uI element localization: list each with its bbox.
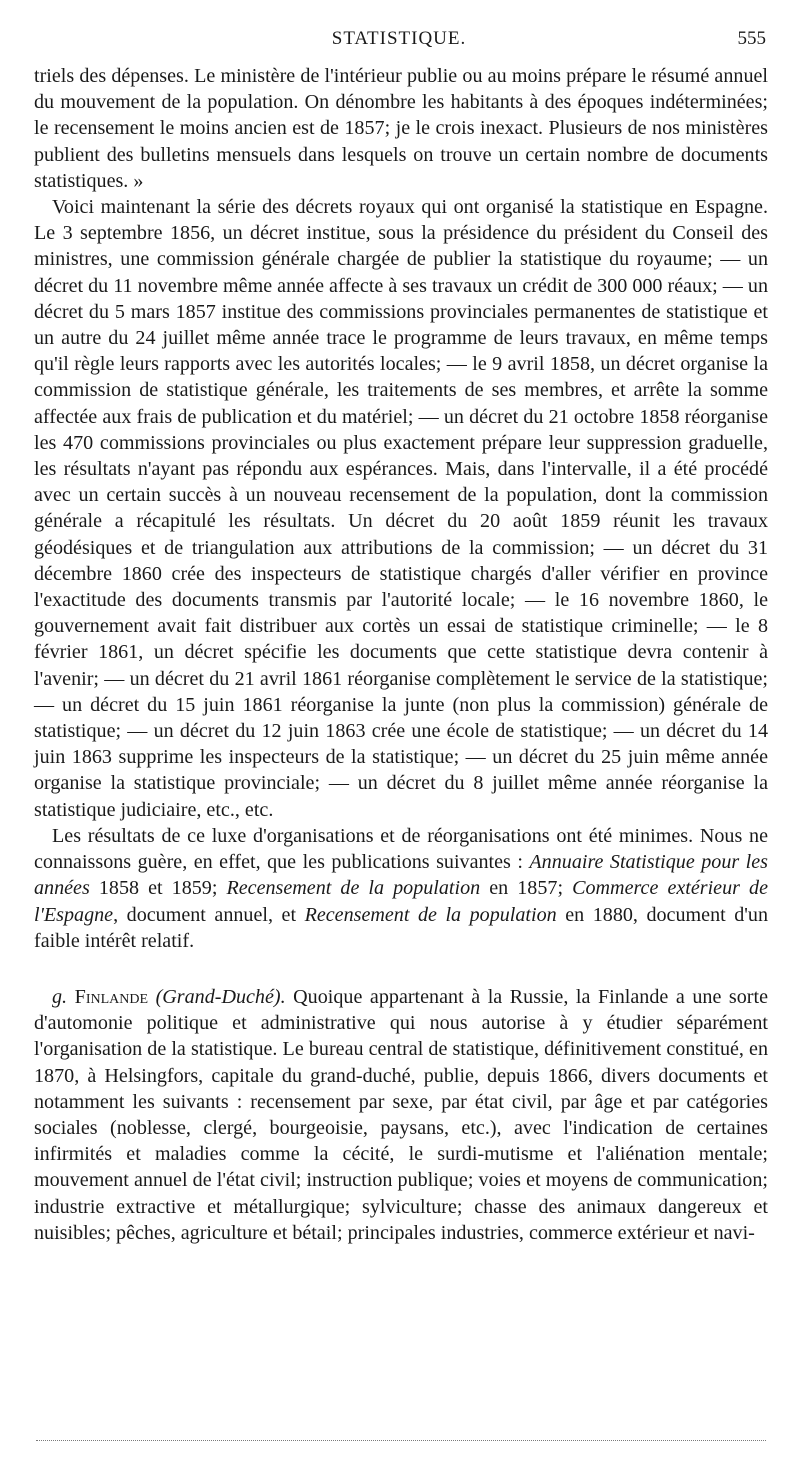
page-body <box>34 63 768 1246</box>
results-text-g: , document annuel, et <box>113 903 305 926</box>
results-text-a: Les résultats de ce luxe d'organisations et de réorganisations ont été minimes. Nous ne connaissons guère, en effet, que les publications suivantes : <box>34 824 768 874</box>
section-label: g. <box>52 985 68 1008</box>
results-text-e: en 1857; <box>480 877 573 900</box>
results-text-c: 1858 et 1859; <box>89 877 227 900</box>
section-text: Quoique appartenant à la Russie, la Finlande a une sorte d'automonie politique et administrative qui nous autorise à y étudier séparément l'organisation de la statistique. Le bureau central de statistique, définitivement constitué, en 1870, à Helsingfors, capitale du grand-duché, publie, depuis 1866, divers documents et notamment les suivants : recensement par sexe, par état civil, par âge et par catégories sociales (noblesse, clergé, bourgeoisie, paysans, etc.), avec l'indication de certaines infirmités et maladies comme la cécité, le surdi-mutisme et l'aliénation mentale; mouvement annuel de l'état civil; instruction publique; voies et moyens de communication; industrie extractive et métallurgique; sylviculture; chasse des animaux dangereux et nuisibles; pêches, agriculture et bétail; principales industries, commerce extérieur et navi- <box>34 985 768 1244</box>
title-recensement-2: Recensement de la population <box>304 903 557 926</box>
page-number: 555 <box>737 28 766 49</box>
section-qualifier: (Grand-Duché). <box>155 985 286 1008</box>
running-title: STATISTIQUE. <box>331 28 467 49</box>
paragraph-results <box>34 823 768 954</box>
page-header <box>32 28 766 54</box>
results-text-i: en 1880, document d'un faible intérêt relatif. <box>34 903 768 952</box>
title-annuaire: Annuaire Statistique pour les années <box>34 851 768 900</box>
title-commerce: Commerce extérieur de l'Espagne <box>34 877 768 926</box>
paragraph-decrees: Voici maintenant la série des décrets royaux qui ont organisé la statistique en Espagne. Le 3 septembre 1856, un décret institue, sous la présidence du président du Conseil des ministres, une commission générale chargée de publier la statistique du royaume; — un décret du 11 novembre même année affecte à ses travaux un crédit de 300 000 réaux; — un décret du 5 mars 1857 institue des commissions provinciales permanentes de statistique et un autre du 24 juillet même année trace le programme de leurs travaux, en même temps qu'il règle leurs rapports avec les autorités locales; — le 9 avril 1858, un décret organise la commission de statistique générale, les traitements de ses membres, et arrête la somme affectée aux frais de publication et du matériel; — un décret du 21 octobre 1858 réorganise les 470 commissions provinciales ou plus exactement prépare leur suppression graduelle, les résultats n'ayant pas répondu aux espérances. Mais, dans l'intervalle, il a été procédé avec un certain succès à un nouveau recensement de la population, dont la commission générale a récapitulé les résultats. Un décret du 20 août 1859 réunit les travaux géodésiques et de triangulation aux attributions de la commission; — un décret du 31 décembre 1860 crée des inspecteurs de statistique chargés d'aller vérifier en province l'exactitude des documents transmis par l'autorité locale; — le 16 novembre 1860, le gouvernement avait fait distribuer aux cortès un essai de statistique criminelle; — le 8 février 1861, un décret spécifie les documents que cette statistique devra contenir à l'avenir; — un décret du 21 avril 1861 réorganise complètement le service de la statistique; — un décret du 15 juin 1861 réorganise la junte (non plus la commission) générale de statistique; — un décret du 12 juin 1863 crée une école de statistique; — un décret du 14 juin 1863 supprime les inspecteurs de la statistique; — un décret du 25 juin même année organise la statistique provinciale; — un décret du 8 juillet même année réorganise la statistique judiciaire, etc., etc. <box>34 196 768 821</box>
paragraph-continued: triels des dépenses. Le ministère de l'intérieur publie ou au moins prépare le résumé annuel du mouvement de la population. On dénombre les habitants à des époques indéterminées; le recensement le moins ancien est de 1857; je le crois inexact. Plusieurs de nos ministères publient des bulletins mensuels dans lesquels on trouve un certain nombre de documents statistiques. » <box>34 65 768 192</box>
title-recensement-1: Recensement de la population <box>226 877 481 900</box>
section-country: Finlande <box>74 985 149 1008</box>
section-finlande <box>34 984 768 1246</box>
footer-rule <box>36 1440 766 1441</box>
